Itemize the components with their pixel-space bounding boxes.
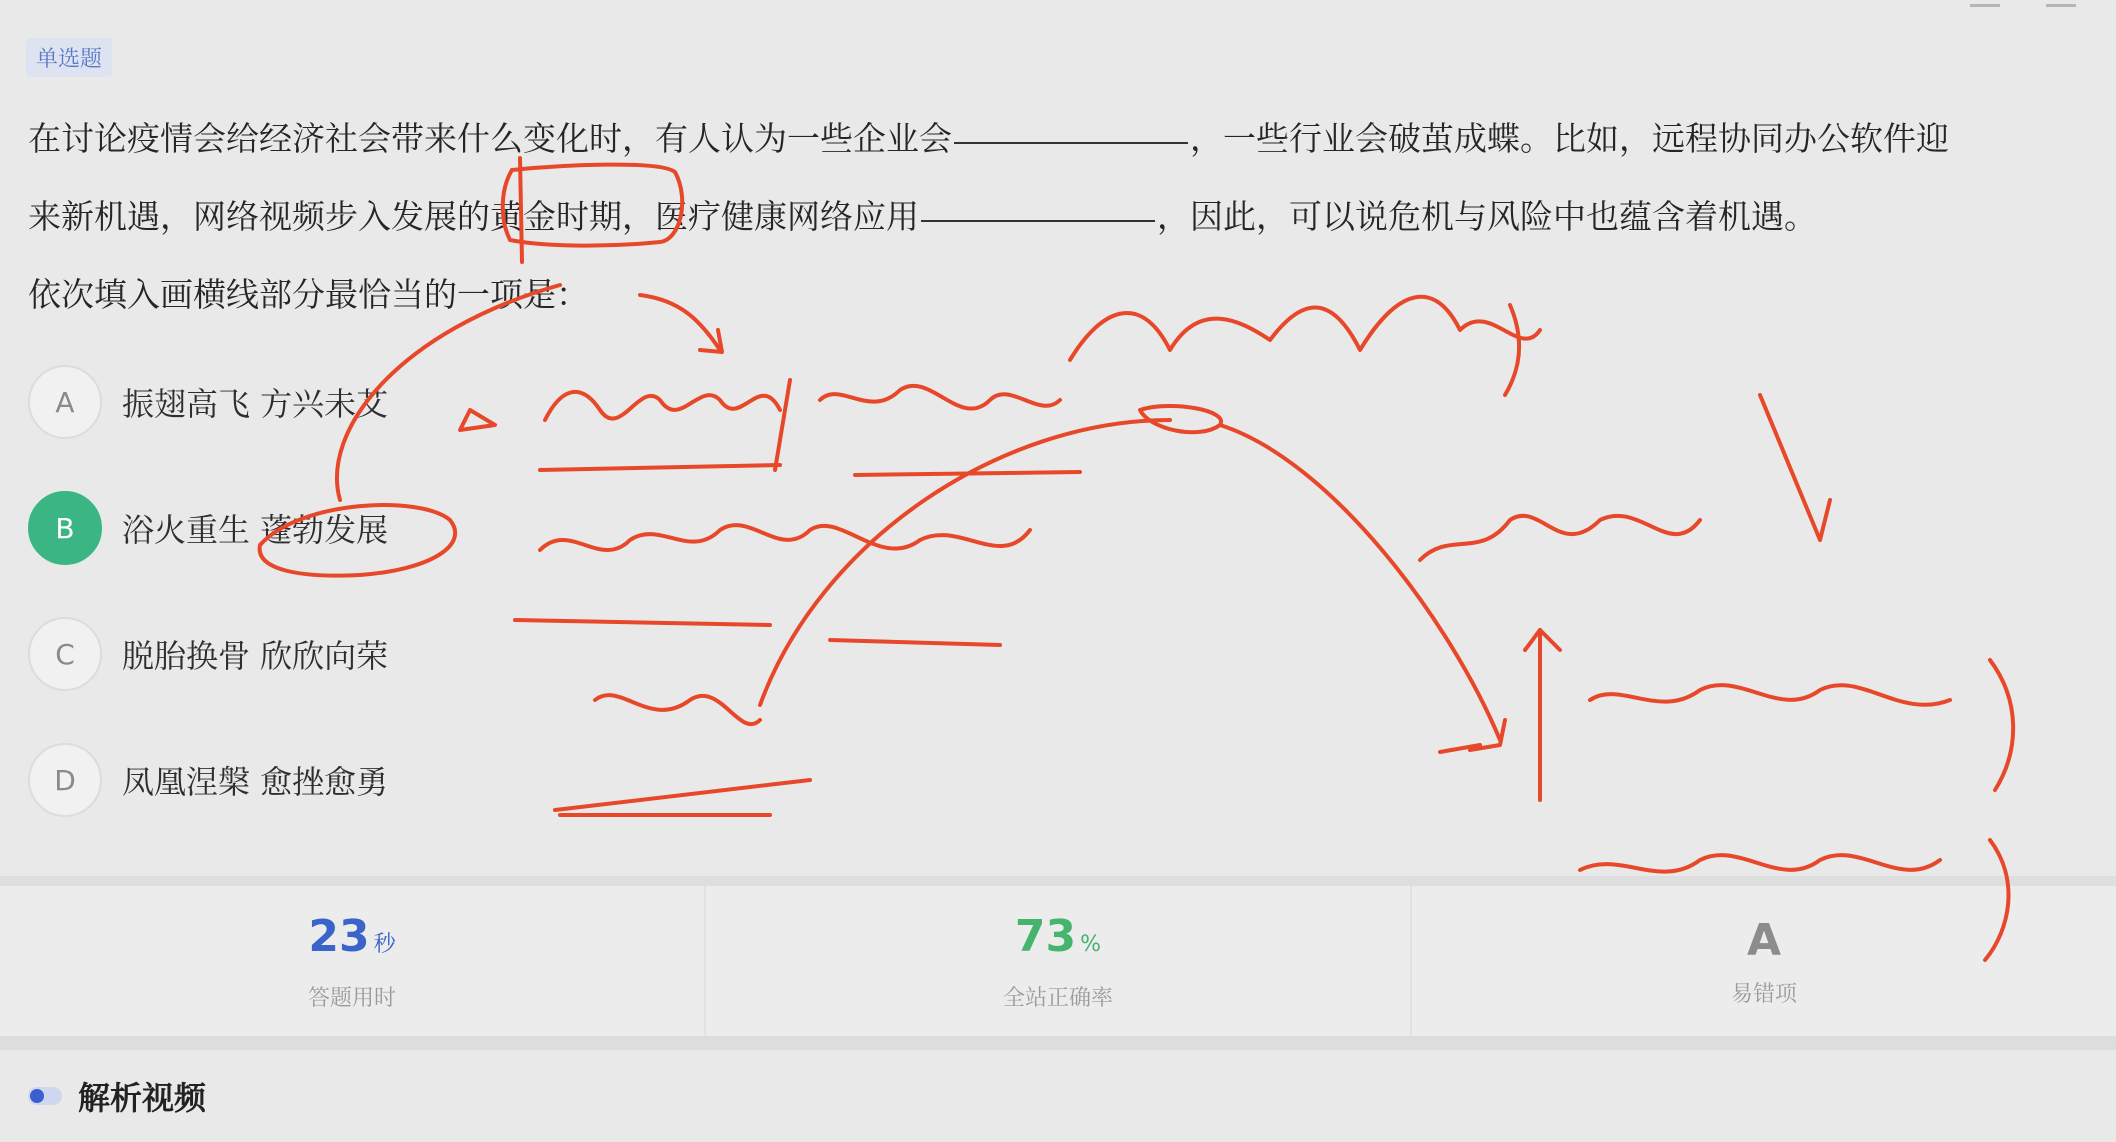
- toggle-icon[interactable]: [28, 1087, 62, 1105]
- underline-mark: [855, 472, 1080, 475]
- underline-mark: [515, 620, 770, 625]
- stat-time-value: [308, 911, 395, 971]
- section-divider-2: [0, 1036, 2116, 1050]
- arrow-mark: [1760, 395, 1830, 540]
- underline-mark: [555, 780, 810, 810]
- video-section-header[interactable]: [0, 1050, 2116, 1142]
- option-text-b: 浴火重生 蓬勃发展: [122, 511, 389, 549]
- stat-time-number: 23: [308, 910, 370, 962]
- option-letter-d: D: [28, 743, 102, 817]
- option-text-d: 凤凰涅槃 愈挫愈勇: [122, 763, 389, 801]
- blank-2: [921, 216, 1155, 222]
- handwriting-mark: [1580, 855, 1940, 871]
- handwriting-mark: [820, 386, 1060, 409]
- toggle-knob: [30, 1089, 44, 1103]
- option-letter-b: B: [28, 491, 102, 565]
- option-text-a: 振翅高飞 方兴未艾: [122, 385, 389, 423]
- question-line-2: [28, 178, 2098, 256]
- stat-accuracy-unit: %: [1080, 931, 1102, 957]
- paren-mark: [1990, 660, 2013, 790]
- option-d[interactable]: [28, 741, 388, 819]
- arrow-mark: [1220, 425, 1500, 740]
- section-divider: [0, 876, 2116, 886]
- handwriting-mark: [545, 392, 780, 420]
- stat-common-wrong: [1412, 886, 2116, 1036]
- stats-bar: [0, 886, 2116, 1036]
- question-text-1b: ，一些行业会破茧成蝶。比如，远程协同办公软件迎: [1190, 119, 1949, 158]
- option-letter-c: C: [28, 617, 102, 691]
- question-text-2a: 来新机遇，网络视频步入发展的黄金时期，医疗健康网络应用: [28, 197, 919, 236]
- option-a[interactable]: [28, 363, 388, 441]
- blank-1: [954, 138, 1188, 144]
- triangle-mark: [460, 410, 495, 430]
- close-icon[interactable]: [2046, 0, 2076, 7]
- option-letter-a: A: [28, 365, 102, 439]
- arrowhead-mark: [1525, 630, 1560, 650]
- arrow-mark: [760, 420, 1170, 705]
- arrow-mark: [1440, 745, 1480, 752]
- handwriting-mark: [540, 525, 1030, 550]
- stat-time-label: 答题用时: [307, 985, 396, 1011]
- question-text-2b: ，因此，可以说危机与风险中也蕴含着机遇。: [1157, 197, 1817, 236]
- handwriting-mark: [595, 695, 760, 724]
- stat-time-unit: 秒: [373, 931, 396, 957]
- question-line-1: [28, 100, 2098, 178]
- options-list: [28, 363, 388, 867]
- stat-accuracy-label: 全站正确率: [1002, 985, 1113, 1011]
- option-c[interactable]: [28, 615, 388, 693]
- question-text-1a: 在讨论疫情会给经济社会带来什么变化时，有人认为一些企业会: [28, 119, 952, 158]
- stat-common-wrong-value: A: [1746, 914, 1782, 966]
- stat-accuracy-number: 73: [1014, 910, 1077, 962]
- option-b[interactable]: [28, 489, 388, 567]
- arrowhead-mark: [1470, 720, 1505, 750]
- stat-time: [0, 886, 706, 1036]
- window-controls: [1970, 0, 2076, 7]
- handwriting-mark: [775, 380, 790, 470]
- question-type-tag: 单选题: [26, 38, 112, 77]
- handwriting-mark: [1590, 685, 1950, 705]
- handwriting-mark: [1420, 516, 1700, 560]
- underline-mark: [830, 640, 1000, 645]
- stat-accuracy: [706, 886, 1412, 1036]
- stat-accuracy-value: [1015, 911, 1101, 971]
- question-stem: [28, 100, 2098, 334]
- minimize-icon[interactable]: [1970, 0, 2000, 7]
- video-section-title: 解析视频: [78, 1079, 207, 1117]
- circle-mark: [1140, 406, 1221, 432]
- underline-mark: [540, 465, 780, 470]
- question-line-3: 依次填入画横线部分最恰当的一项是：: [28, 275, 589, 314]
- stat-common-wrong-label: 易错项: [1730, 981, 1797, 1007]
- option-text-c: 脱胎换骨 欣欣向荣: [122, 637, 389, 675]
